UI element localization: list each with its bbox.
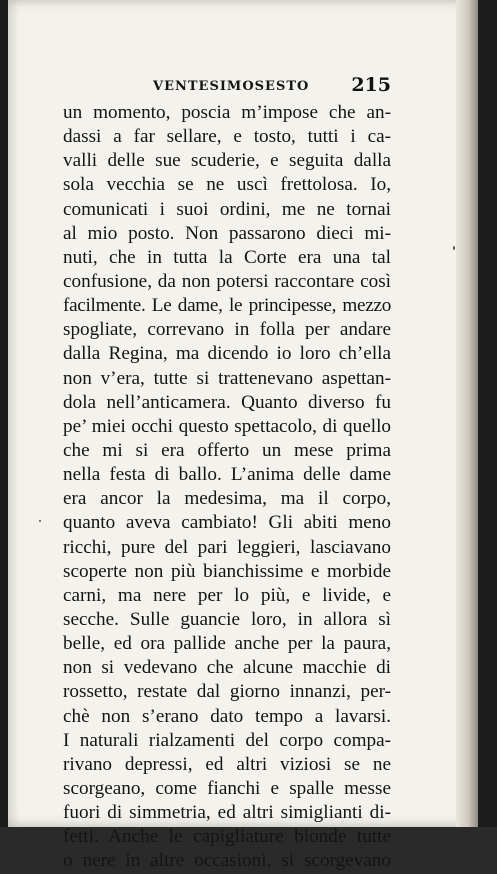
text-line: era ancor la medesima, ma il corpo, bbox=[63, 488, 391, 510]
page-number: 215 bbox=[351, 74, 391, 96]
text-line: al mio posto. Non passarono dieci mi- bbox=[63, 222, 391, 244]
running-title: VENTESIMOSESTO bbox=[153, 79, 310, 94]
text-line: scorgeano, come fianchi e spalle messe bbox=[63, 777, 391, 799]
text-line: I naturali rialzamenti del corpo compa- bbox=[63, 729, 391, 751]
text-line: non si vedevano che alcune macchie di bbox=[63, 657, 391, 679]
text-line: secche. Sulle guancie loro, in allora sì bbox=[63, 608, 391, 630]
text-line: sola vecchia se ne uscì frettolosa. Io, bbox=[63, 174, 391, 196]
text-line: un momento, poscia m’impose che an- bbox=[63, 102, 391, 123]
text-line: quanto aveva cambiato! Gli abiti meno bbox=[63, 512, 391, 534]
text-line: confusione, da non potersi raccontare così bbox=[63, 270, 391, 292]
text-line: o nere in altre occasioni, si scorgevano bbox=[63, 850, 391, 872]
text-line: nuti, che in tutta la Corte era una tal bbox=[63, 246, 391, 268]
text-line: belle, ed ora pallide anche per la paura, bbox=[63, 633, 391, 655]
text-line: scoperte non più bianchissime e morbide bbox=[63, 560, 391, 582]
text-line: rossetto, restate dal giorno innanzi, per- bbox=[63, 681, 391, 703]
text-line: dalla Regina, ma dicendo io loro ch’ella bbox=[63, 343, 391, 365]
text-line: ricchi, pure del pari leggieri, lasciavano bbox=[63, 536, 391, 558]
text-line: rivano depressi, ed altri viziosi se ne bbox=[63, 753, 391, 775]
running-head bbox=[63, 76, 391, 98]
text-line: fuori di simmetria, ed altri simiglianti di- bbox=[63, 802, 391, 824]
text-line: pe’ miei occhi questo spettacolo, di quello bbox=[63, 415, 391, 437]
text-line: spogliate, correvano in folla per andare bbox=[63, 319, 391, 341]
ink-speck bbox=[453, 246, 455, 250]
ink-speck bbox=[39, 520, 41, 522]
text-line: valli delle sue scuderie, e seguita dalla bbox=[63, 150, 391, 172]
text-line: che mi si era offerto un mese prima bbox=[63, 439, 391, 461]
text-line: comunicati i suoi ordini, me ne tornai bbox=[63, 198, 391, 220]
text-line: dola nell’anticamera. Quanto diverso fu bbox=[63, 391, 391, 413]
text-line: nella festa di ballo. L’anima delle dame bbox=[63, 464, 391, 486]
text-line: fetti. Anche le capigliature bionde tutte bbox=[63, 826, 391, 848]
text-line: dassi a far sellare, e tosto, tutti i ca- bbox=[63, 126, 391, 148]
text-line: non v’era, tutte si trattenevano aspettan- bbox=[63, 367, 391, 389]
body-text bbox=[63, 101, 391, 874]
text-line: chè non s’erano dato tempo a lavarsi. bbox=[63, 705, 391, 727]
page-edge-shadow bbox=[456, 0, 478, 827]
text-line: facilmente. Le dame, le principesse, mezzo bbox=[63, 295, 391, 317]
book-page bbox=[8, 0, 478, 872]
text-line: carni, ma nere per lo più, e livide, e bbox=[63, 584, 391, 606]
